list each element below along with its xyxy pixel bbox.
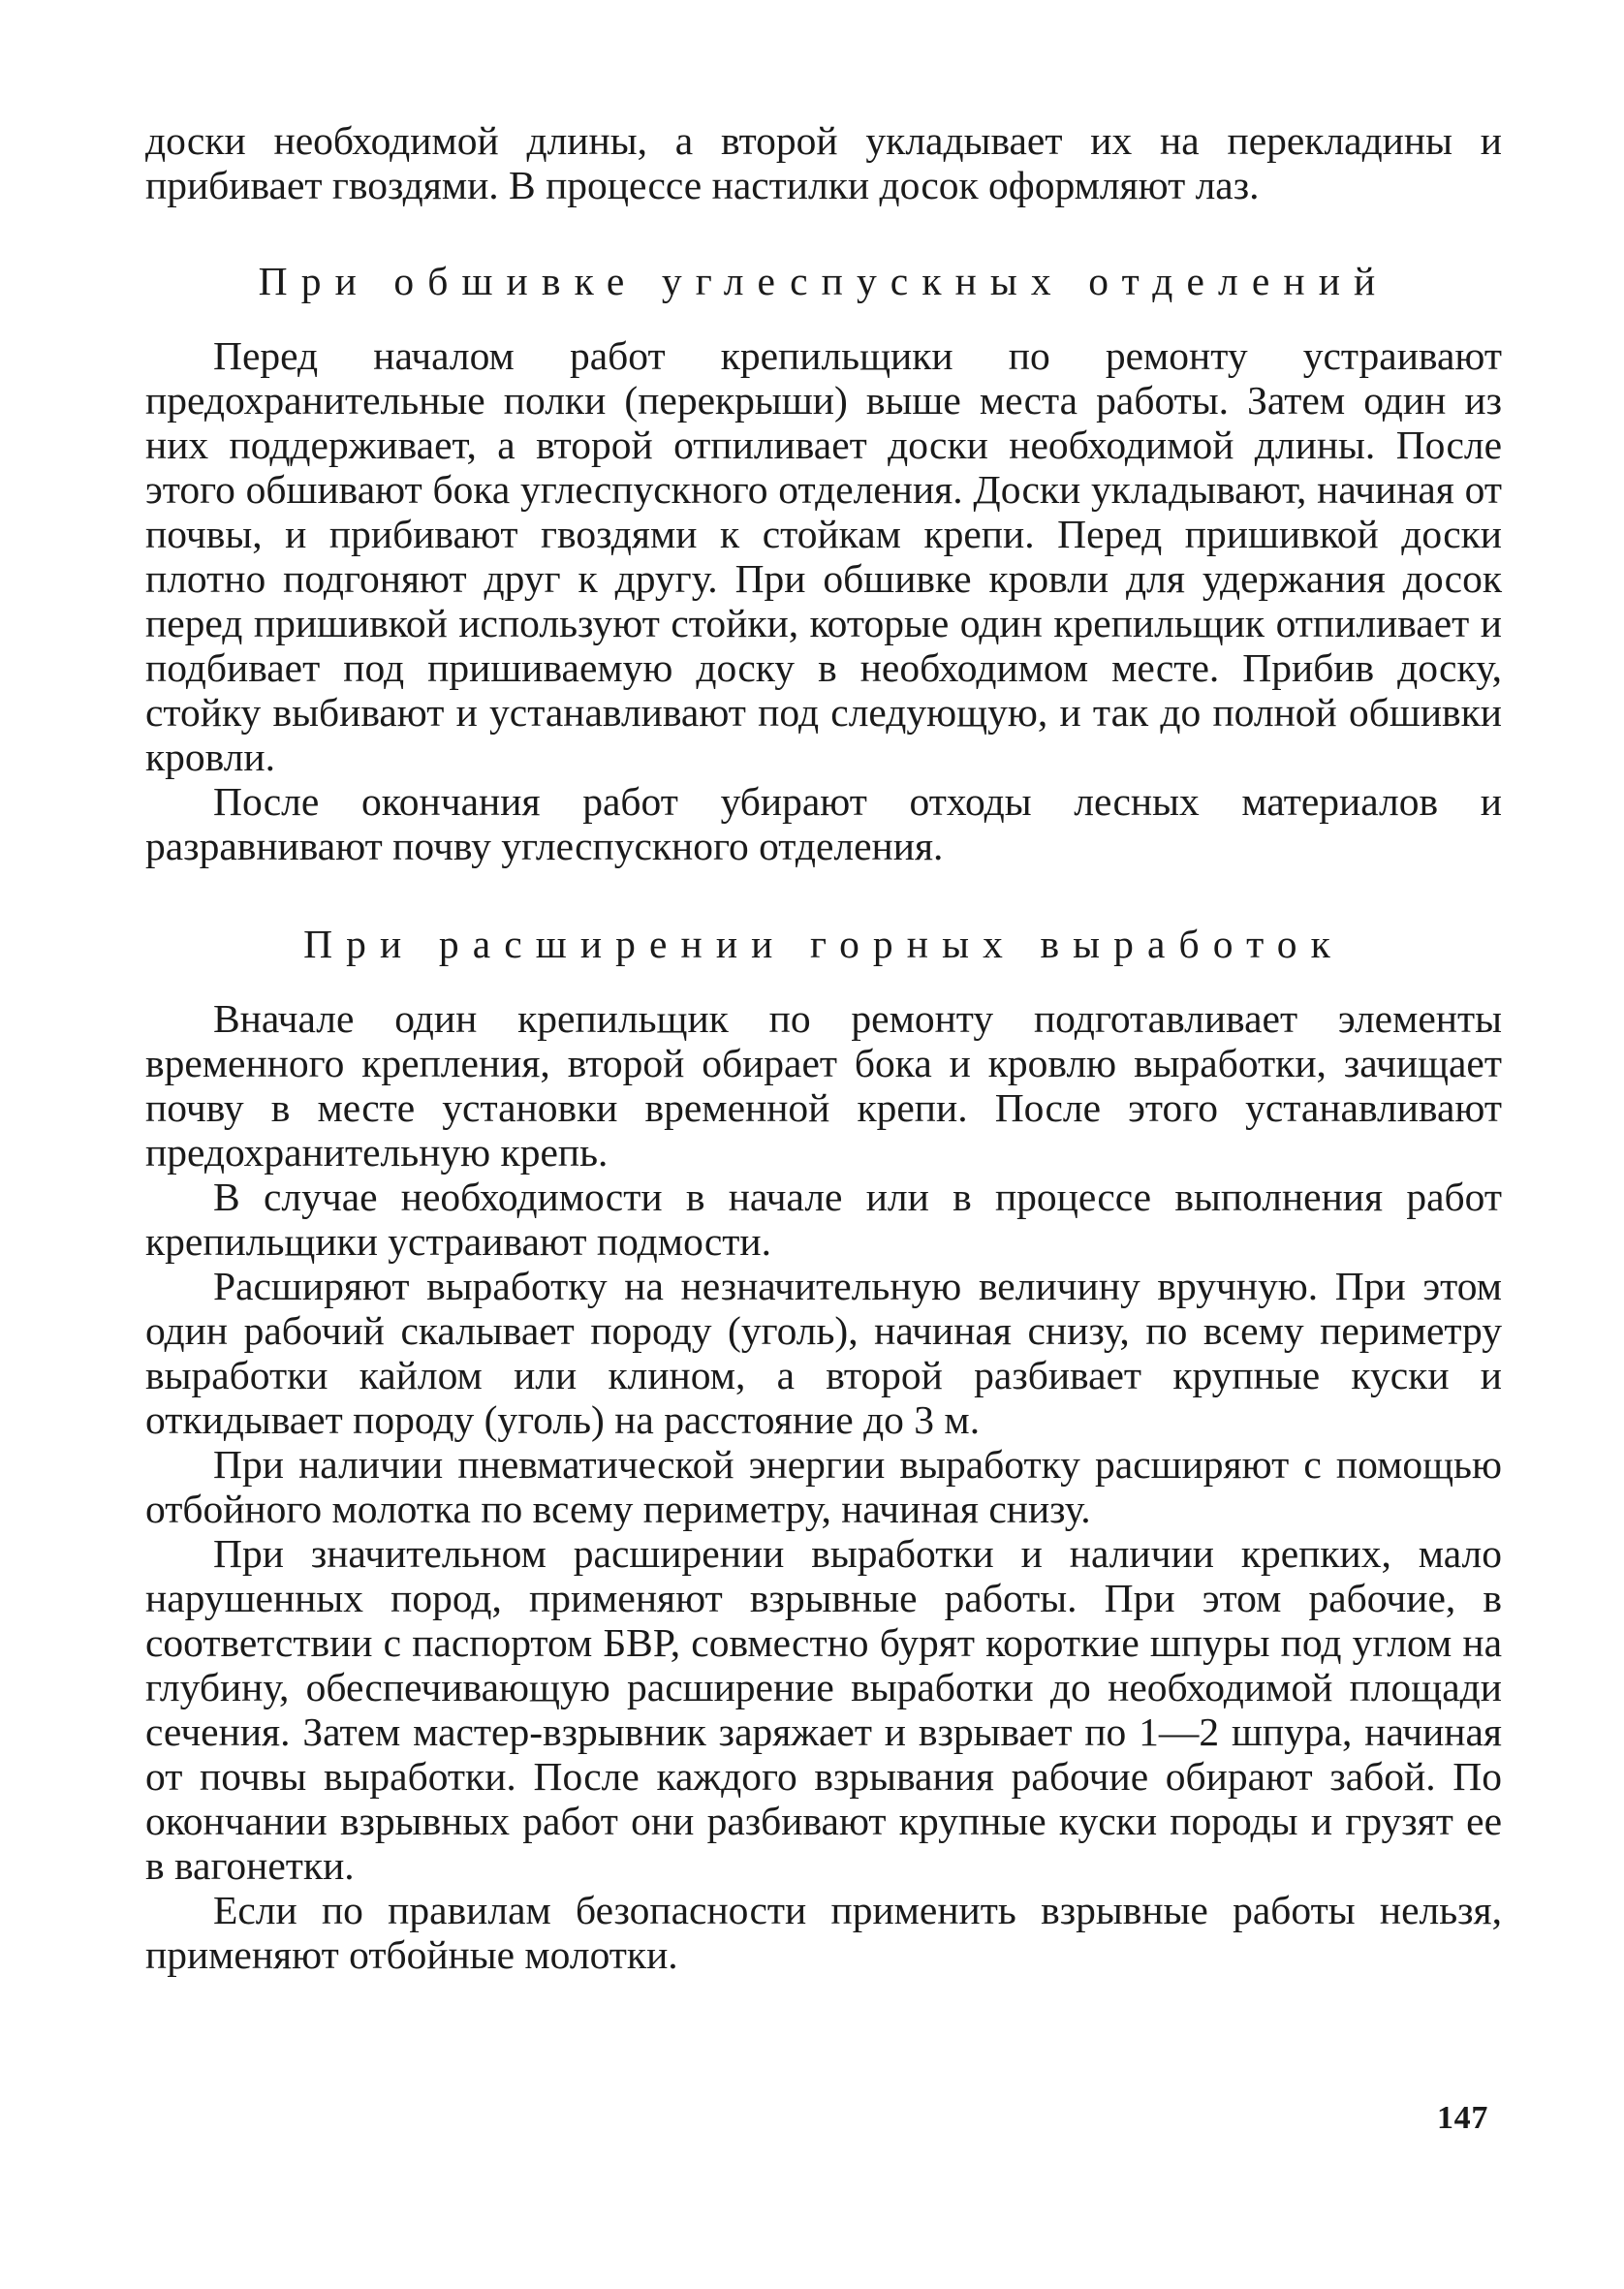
intro-paragraph: доски необходимой длины, а второй укладывает их на перекладины и прибивает гвоздями. В процессе настилки досок оформляют лаз.	[145, 118, 1502, 207]
paragraph: Вначале один крепильщик по ремонту подготавливает элементы временного крепления, второй обирает бока и кровлю выработки, зачищает почву в месте установки временной крепи. После этого устанавливают предохранительную крепь.	[145, 996, 1502, 1175]
paragraph: При наличии пневматической энергии выработку расширяют с помощью отбойного молотка по всему периметру, начиная снизу.	[145, 1442, 1502, 1531]
paragraph: Перед началом работ крепильщики по ремонту устраивают предохранительные полки (перекрыши) выше места работы. Затем один из них поддерживает, а второй отпиливает доски необходимой длины. После этого обшивают бока углеспускного отделения. Доски укладывают, начиная от почвы, и прибивают гвоздями к стойкам крепи. Перед пришивкой доски плотно подгоняют друг к другу. При обшивке кровли для удержания досок перед пришивкой используют стойки, которые один крепильщик отпиливает и подбивает под пришиваемую доску в необходимом месте. Прибив доску, стойку выбивают и устанавливают под следующую, и так до полной обшивки кровли.	[145, 333, 1502, 779]
paragraph: После окончания работ убирают отходы лесных материалов и разравнивают почву углеспускного отделения.	[145, 779, 1502, 868]
section-heading-chute-lining: При обшивке углеспускных отделений	[258, 259, 1390, 303]
paragraph: При значительном расширении выработки и наличии крепких, мало нарушенных пород, применяют взрывные работы. При этом рабочие, в соответствии с паспортом БВР, совместно бурят короткие шпуры под углом на глубину, обеспечивающую расширение выработки до необходимой площади сечения. Затем мастер-взрывник заряжает и взрывает по 1—2 шпура, начиная от почвы выработки. После каждого взрывания рабочие обирают забой. По окончании взрывных работ они разбивают крупные куски породы и грузят ее в вагонетки.	[145, 1531, 1502, 1888]
section-heading-widening-workings: При расширении горных выработок	[303, 922, 1344, 966]
paragraph: В случае необходимости в начале или в процессе выполнения работ крепильщики устраивают подмости.	[145, 1175, 1502, 1264]
paragraph: Если по правилам безопасности применить взрывные работы нельзя, применяют отбойные молотки.	[145, 1888, 1502, 1977]
page-number: 147	[1436, 2100, 1488, 2136]
paragraph: Расширяют выработку на незначительную величину вручную. При этом один рабочий скалывает породу (уголь), начиная снизу, по всему периметру выработки кайлом или клином, а второй разбивает крупные куски и откидывает породу (уголь) на расстояние до 3 м.	[145, 1264, 1502, 1442]
